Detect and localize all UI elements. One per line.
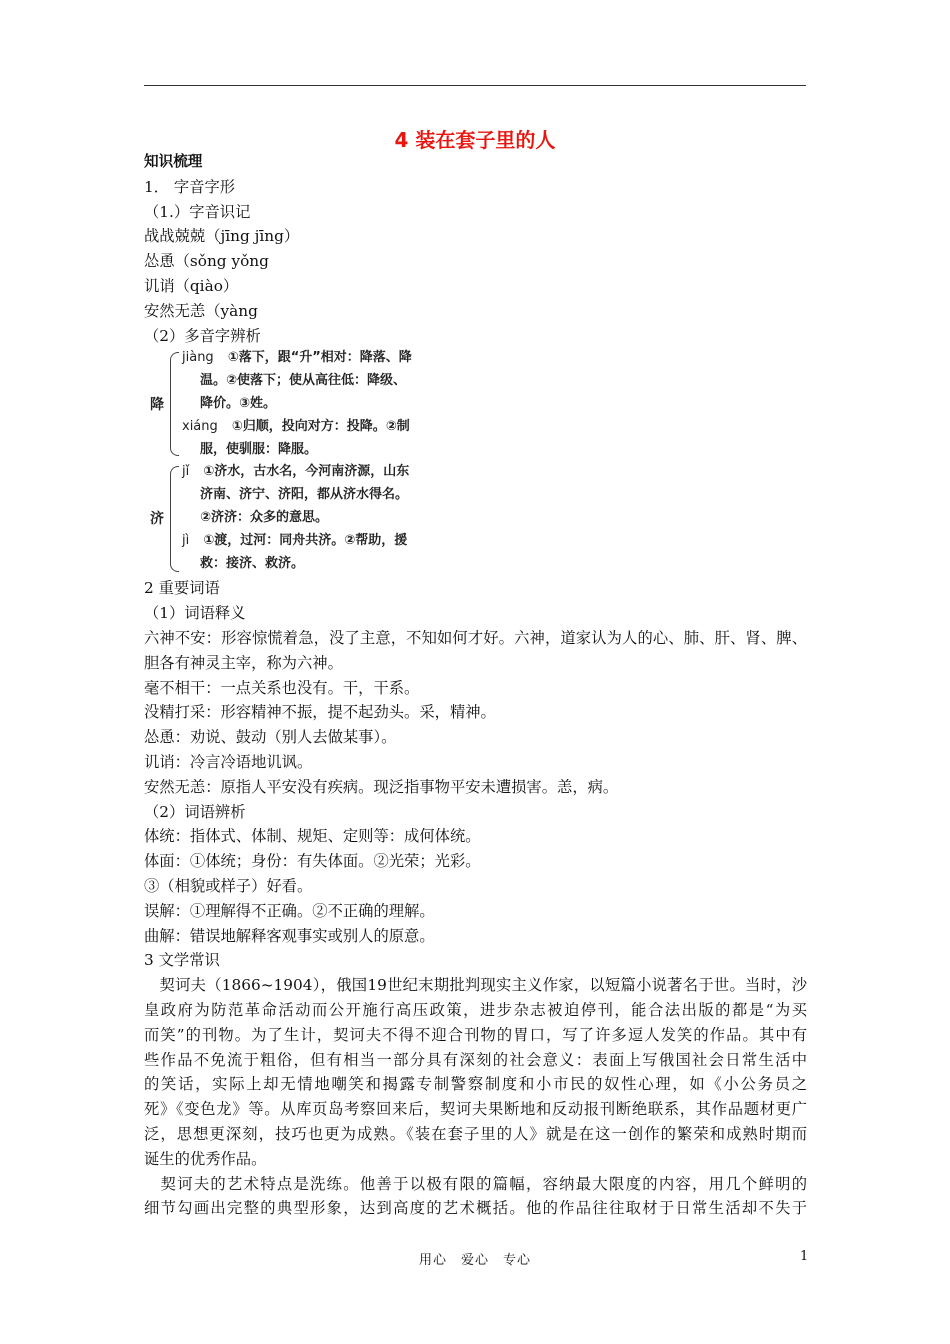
sense-line: ②济济：众多的意思。 — [200, 510, 329, 526]
pron-item: 战战兢兢（jīng jīng） — [144, 227, 300, 246]
definition-line: 毫不相干：一点关系也没有。干，干系。 — [144, 678, 420, 697]
sense-line: jiàng ①落下，跟“升”相对：降落、降 — [182, 350, 412, 366]
paragraph-line: 契诃夫（1866~1904），俄国19世纪末期批判现实主义作家，以短篇小说著名于世。当时，沙 — [144, 976, 807, 995]
brace-icon — [170, 466, 179, 572]
paragraph-line: 诞生的优秀作品。 — [144, 1149, 267, 1168]
sense-line: 降价。③姓。 — [200, 396, 277, 412]
definition-line: 安然无恙：原指人平安没有疾病。现泛指事物平安未遭损害。恙，病。 — [144, 777, 619, 796]
document-body — [144, 150, 807, 1221]
definition-line: 怂恿：劝说、鼓动（别人去做某事）。 — [144, 728, 397, 747]
paragraph-line: 而笑”的刊物。为了生计，契诃夫不得不迎合刊物的胃口，写了许多逗人发笑的作品。其中有 — [144, 1025, 807, 1044]
paragraph-line: 细节勾画出完整的典型形象，达到高度的艺术概括。他的作品往往取材于日常生活却不失于 — [144, 1199, 807, 1218]
pinyin: jiàng — [182, 350, 214, 366]
pinyin: jǐ — [182, 464, 190, 480]
pron-item: 怂恿（sǒng yǒng — [144, 252, 269, 271]
pinyin: xiáng — [182, 419, 218, 435]
definition-line: 六神不安：形容惊慌着急，没了主意，不知如何才好。六神，道家认为人的心、肺、肝、肾、脾、 — [144, 628, 807, 647]
paragraph-line: 契诃夫的艺术特点是洗练。他善于以极有限的篇幅，容纳最大限度的内容，用几个鲜明的 — [144, 1174, 807, 1193]
header-rule — [144, 85, 806, 86]
distinction-line: 误解：①理解得不正确。②不正确的理解。 — [144, 901, 435, 920]
section-heading: 知识梳理 — [144, 153, 203, 170]
sense-line: 服，使驯服：降服。 — [200, 442, 318, 458]
sense-line: 救：接济、救济。 — [200, 556, 305, 572]
paragraph-line: 些作品不免流于粗俗，但有相当一部分具有深刻的社会意义：表面上写俄国社会日常生活中 — [144, 1050, 807, 1069]
heading-vocabulary: 2 重要词语 — [144, 579, 220, 598]
pron-item: 讥诮（qiào） — [144, 276, 239, 295]
pinyin: jì — [182, 533, 190, 549]
sense-line: jǐ ①济水，古水名，今河南济源，山东 — [182, 464, 410, 480]
paragraph-line: 泛，思想更深刻，技巧也更为成熟。《装在套子里的人》就是在这一创作的繁荣和成熟时期而 — [144, 1124, 807, 1143]
page-number: 1 — [800, 1249, 809, 1264]
distinction-line: 体统：指体式、体制、规矩、定则等：成何体统。 — [144, 827, 481, 846]
paragraph-line: 死》《变色龙》等。从库页岛考察回来后，契诃夫果断地和反动报刊断绝联系，其作品题材更广 — [144, 1100, 807, 1119]
sense-line: xiáng ①归顺，投向对方：投降。②制 — [182, 419, 410, 435]
brace-icon — [170, 352, 179, 456]
definition-line: 没精打采：形容精神不振，提不起劲头。采，精神。 — [144, 703, 496, 722]
page-footer: 用心 爱心 专心 — [418, 1253, 531, 1268]
sense-line: 济南、济宁、济阳，都从济水得名。 — [200, 487, 409, 503]
distinction-line: 体面：①体统；身份：有失体面。②光荣；光彩。 — [144, 852, 481, 871]
definition-line: 讥诮：冷言冷语地讥讽。 — [144, 752, 313, 771]
pron-item: 安然无恙（yàng — [144, 301, 258, 320]
subheading-polyphone: （2）多音字辨析 — [144, 326, 261, 345]
definition-line: 胆各有神灵主宰，称为六神。 — [144, 653, 343, 672]
sense-line: 温。②使落下；使从高往低：降级、 — [200, 373, 407, 389]
subheading-definitions: （1）词语释义 — [144, 604, 246, 623]
distinction-line: ③（相貌或样子）好看。 — [144, 876, 313, 895]
polyphone-char-ji: 济 — [150, 511, 164, 528]
subheading-pron-memory: （1.）字音识记 — [144, 202, 251, 221]
sense-line: jì ①渡，过河：同舟共济。②帮助，援 — [182, 533, 408, 549]
polyphone-figure — [150, 350, 807, 576]
heading-pronunciation: 1． 字音字形 — [144, 177, 236, 196]
page-title: 4 装在套子里的人 — [394, 128, 556, 152]
heading-literature: 3 文学常识 — [144, 951, 220, 970]
polyphone-char-jiang: 降 — [150, 397, 164, 414]
subheading-distinction: （2）词语辨析 — [144, 802, 246, 821]
distinction-line: 曲解：错误地解释客观事实或别人的原意。 — [144, 926, 435, 945]
paragraph-line: 皇政府为防范革命活动而公开施行高压政策，进步杂志被迫停刊，能合法出版的都是“为买 — [144, 1000, 807, 1019]
paragraph-line: 的笑话，实际上却无情地嘲笑和揭露专制警察制度和小市民的奴性心理，如《小公务员之 — [144, 1075, 807, 1094]
